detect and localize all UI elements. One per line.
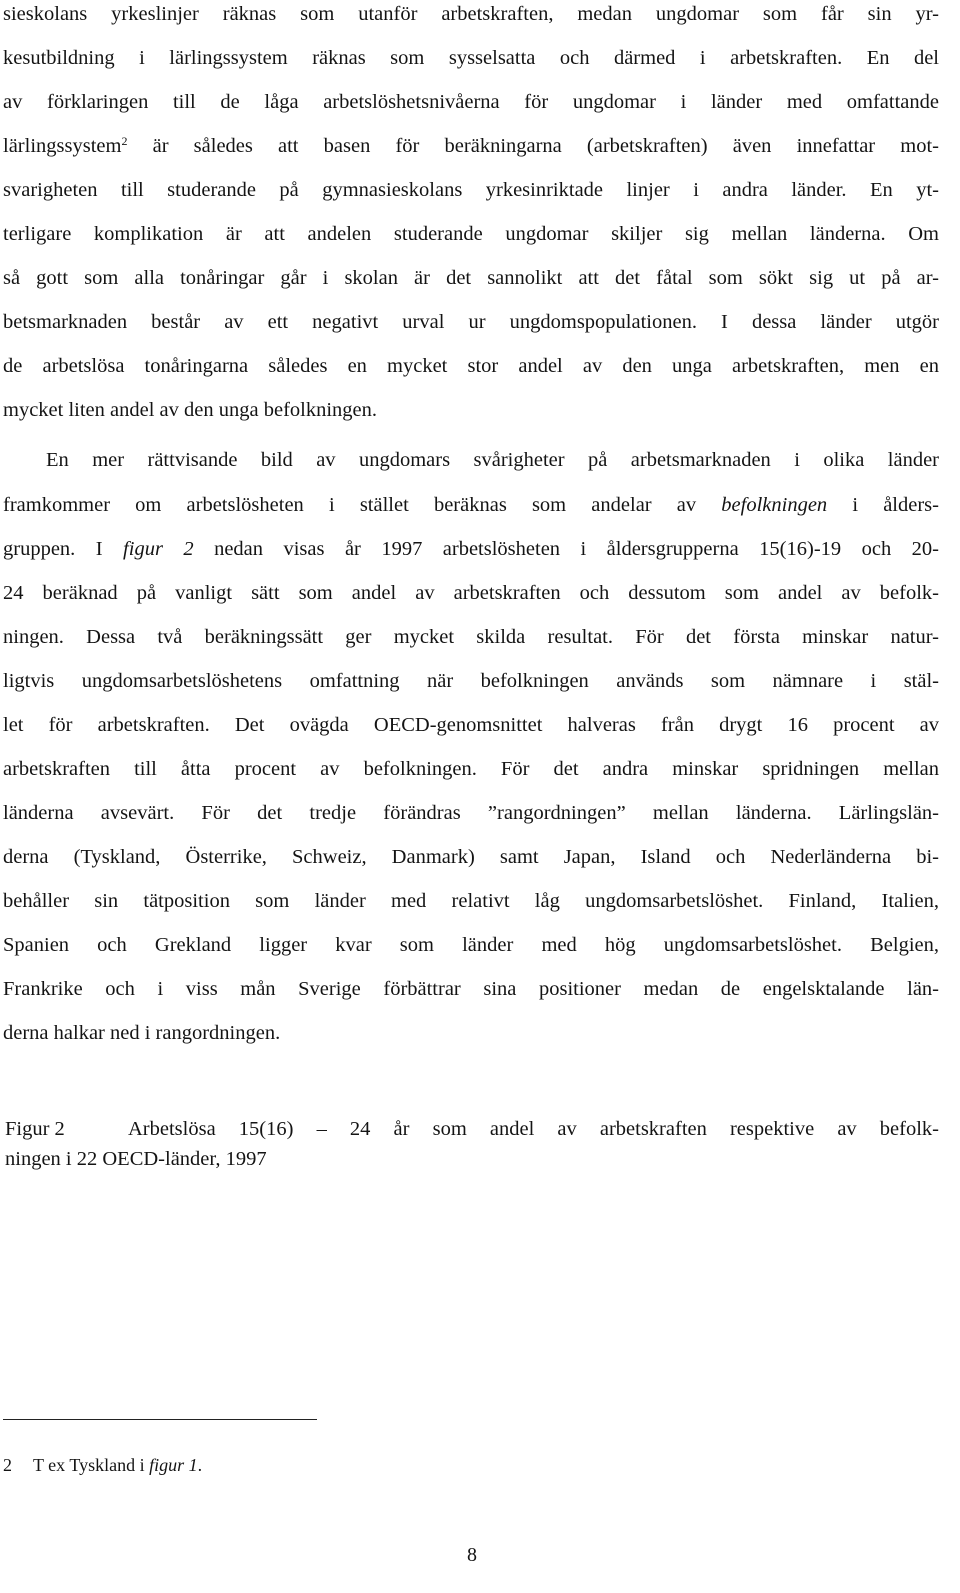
paragraph-1-line-2: kesutbildning i lärlingssystem räknas som sysselsatta och därmed i arbetskraften. En del — [3, 47, 939, 69]
figure-caption — [5, 1114, 939, 1174]
paragraph-1-line-1: sieskolans yrkeslinjer räknas som utanför arbetskraften, medan ungdomar som får sin yr- — [3, 3, 939, 25]
paragraph-2-line-5: ningen. Dessa två beräkningssätt ger mycket skilda resultat. För det första minskar natur- — [3, 626, 939, 648]
paragraph-1-line-3: av förklaringen till de låga arbetslöshetsnivåerna för ungdomar i länder med omfattande — [3, 91, 939, 113]
paragraph-2-line-13: Frankrike och i viss mån Sverige förbättrar sina positioner medan de engelsktalande län- — [3, 978, 939, 1000]
page-number: 8 — [467, 1544, 477, 1566]
paragraph-2-line-7: let för arbetskraften. Det ovägda OECD-genomsnittet halveras från drygt 16 procent av — [3, 714, 939, 736]
figure-title-line-2: ningen i 22 OECD-länder, 1997 — [5, 1148, 267, 1170]
paragraph-1-line-6: terligare komplikation är att andelen studerande ungdomar skiljer sig mellan länderna. Om — [3, 223, 939, 245]
paragraph-2-line-10: derna (Tyskland, Österrike, Schweiz, Danmark) samt Japan, Island och Nederländerna bi- — [3, 846, 939, 868]
paragraph-2-line-1: En mer rättvisande bild av ungdomars svårigheter på arbetsmarknaden i olika länder — [46, 449, 939, 471]
footnote-separator — [3, 1419, 317, 1420]
paragraph-1-line-4: lärlingssystem$^2$ är således att basen för beräkningarna (arbetskraften) även innefattar mot- — [3, 134, 939, 157]
paragraph-1-line-5: svarigheten till studerande på gymnasieskolans yrkesinriktade linjer i andra länder. En yt- — [3, 179, 939, 201]
emphasis-befolkningen: befolkningen — [721, 494, 828, 516]
figure-caption-row-1 — [5, 1114, 939, 1144]
figure-caption-row-2 — [5, 1144, 939, 1174]
paragraph-2-line-12: Spanien och Grekland ligger kvar som länder med hög ungdomsarbetslöshet. Belgien, — [3, 934, 939, 956]
footnote-text: T ex Tyskland i — [33, 1455, 150, 1475]
paragraph-2-line-2: framkommer om arbetslösheten i stället beräknas som andelar av befolkningen i ålders- — [3, 494, 939, 516]
paragraph-1-line-8: betsmarknaden består av ett negativt urval ur ungdomspopulationen. I dessa länder utgör — [3, 311, 939, 333]
paragraph-2-line-6: ligtvis ungdomsarbetslöshetens omfattning när befolkningen används som nämnare i stäl- — [3, 670, 939, 692]
paragraph-2-line-11: behåller sin tätposition som länder med relativt låg ungdomsarbetslöshet. Finland, Italien, — [3, 890, 939, 912]
paragraph-2-line-9: länderna avsevärt. För det tredje förändras ”rangordningen” mellan länderna. Lärlingslän- — [3, 802, 939, 824]
paragraph-2-line-4: 24 beräknad på vanligt sätt som andel av arbetskraften och dessutom som andel av befolk- — [3, 582, 939, 604]
footnote-number: 2 — [3, 1455, 12, 1475]
figure-title-line-1: Arbetslösa 15(16) – 24 år som andel av arbetskraften respektive av befolk- — [128, 1118, 939, 1140]
paragraph-2-line-14: derna halkar ned i rangordningen. — [3, 1022, 281, 1044]
footnote-period: . — [197, 1455, 203, 1475]
paragraph-1-line-10: mycket liten andel av den unga befolkningen. — [3, 399, 378, 421]
paragraph-1-line-9: de arbetslösa tonåringarna således en mycket stor andel av den unga arbetskraften, men en — [3, 355, 939, 377]
figure-label: Figur 2 — [5, 1118, 65, 1140]
footnote-figure-reference: figur 1 — [149, 1455, 198, 1475]
emphasis-figure-reference: figur 2 — [123, 538, 194, 560]
paragraph-2-line-8: arbetskraften till åtta procent av befolkningen. För det andra minskar spridningen mellan — [3, 758, 939, 780]
paragraph-1-line-7: så gott som alla tonåringar går i skolan är det sannolikt att det fåtal som sökt sig ut på ar- — [3, 267, 939, 289]
footnote-reference: 2 — [121, 134, 128, 148]
paragraph-2-line-3: gruppen. I figur 2 nedan visas år 1997 arbetslösheten i åldersgrupperna 15(16)-19 och 20- — [3, 538, 939, 560]
footnote — [3, 1453, 202, 1477]
